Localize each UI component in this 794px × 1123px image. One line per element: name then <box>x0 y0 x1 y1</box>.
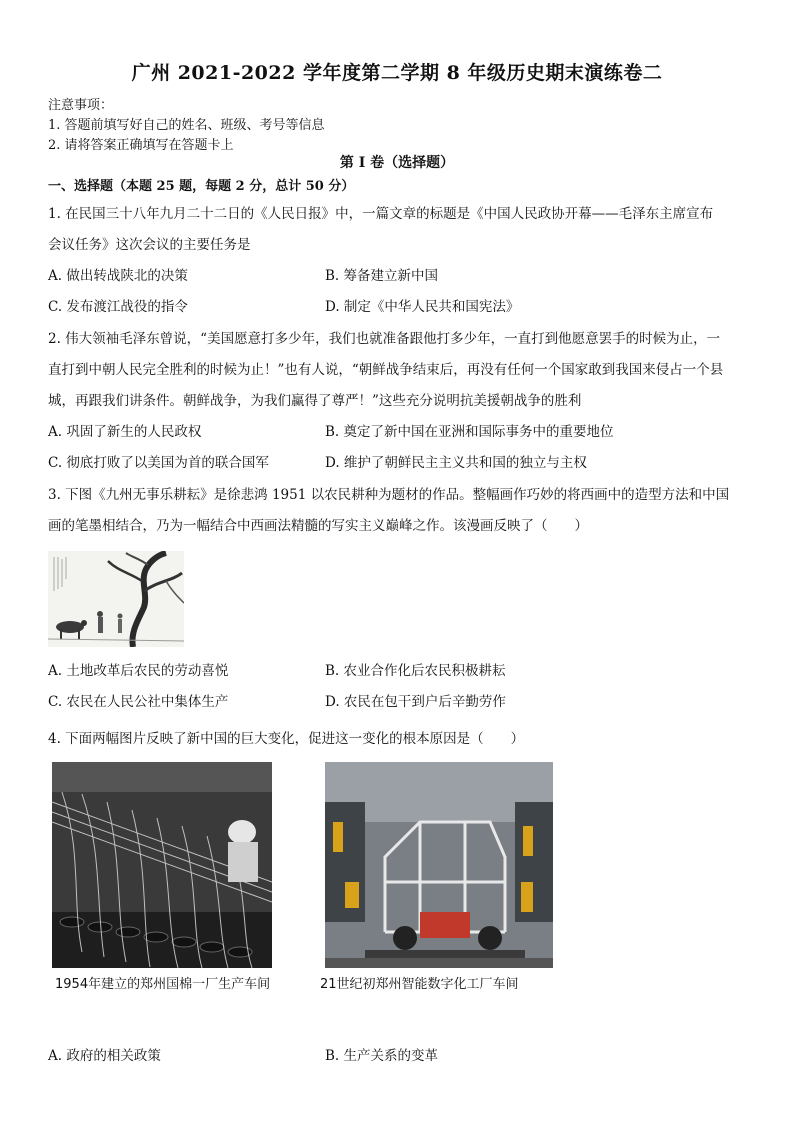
question-2-option-a[interactable]: A. 巩固了新生的人民政权 <box>48 424 202 440</box>
smart-factory-photo <box>325 762 553 968</box>
textile-mill-photo <box>52 762 272 968</box>
question-2-line: 城，再跟我们讲条件。朝鲜战争，为我们赢得了尊严！”这些充分说明抗美援朝战争的胜利 <box>48 393 582 409</box>
painting-image <box>48 551 184 647</box>
question-3-line: 3. 下图《九州无事乐耕耘》是徐悲鸿 1951 以农民耕种为题材的作品。整幅画作巧妙的将西画中的造型方法和中国 <box>48 487 730 503</box>
question-2-option-c[interactable]: C. 彻底打败了以美国为首的联合国军 <box>48 455 269 471</box>
photo-caption-right: 21世纪初郑州智能数字化工厂车间 <box>320 977 519 992</box>
question-4-line: 4. 下面两幅图片反映了新中国的巨大变化，促进这一变化的根本原因是（ ） <box>48 731 525 747</box>
question-1-option-c[interactable]: C. 发布渡江战役的指令 <box>48 299 188 315</box>
question-3-line: 画的笔墨相结合，乃为一幅结合中西画法精髓的写实主义巅峰之作。该漫画反映了（ ） <box>48 518 588 534</box>
question-3-option-a[interactable]: A. 土地改革后农民的劳动喜悦 <box>48 663 229 679</box>
notice-item: 1. 答题前填写好自己的姓名、班级、考号等信息 <box>48 118 325 133</box>
question-1-option-a[interactable]: A. 做出转战陕北的决策 <box>48 268 188 284</box>
photo-caption-left: 1954年建立的郑州国棉一厂生产车间 <box>55 977 271 992</box>
question-3-option-c[interactable]: C. 农民在人民公社中集体生产 <box>48 694 229 710</box>
question-1-line: 会议任务》这次会议的主要任务是 <box>48 237 251 253</box>
ink-painting-illustration <box>48 551 184 647</box>
question-3-option-d[interactable]: D. 农民在包干到户后辛勤劳作 <box>325 694 506 710</box>
question-2-option-d[interactable]: D. 维护了朝鲜民主主义共和国的独立与主权 <box>325 455 587 471</box>
notice-item: 2. 请将答案正确填写在答题卡上 <box>48 138 234 153</box>
question-1-option-b[interactable]: B. 筹备建立新中国 <box>325 268 439 284</box>
textile-mill-illustration <box>52 762 272 968</box>
question-1-line: 1. 在民国三十八年九月二十二日的《人民日报》中，一篇文章的标题是《中国人民政协开幕——毛泽东主席宣布 <box>48 206 714 222</box>
question-4-option-b[interactable]: B. 生产关系的变革 <box>325 1048 439 1064</box>
question-1-option-d[interactable]: D. 制定《中华人民共和国宪法》 <box>325 299 520 315</box>
smart-factory-illustration <box>325 762 553 968</box>
question-3-option-b[interactable]: B. 农业合作化后农民积极耕耘 <box>325 663 506 679</box>
notice-heading: 注意事项： <box>48 98 114 113</box>
question-2-option-b[interactable]: B. 奠定了新中国在亚洲和国际事务中的重要地位 <box>325 424 614 440</box>
page-title: 广州 2021-2022 学年度第二学期 8 年级历史期末演练卷二 <box>131 62 663 84</box>
question-4-option-a[interactable]: A. 政府的相关政策 <box>48 1048 161 1064</box>
question-2-line: 2. 伟大领袖毛泽东曾说，“美国愿意打多少年，我们也就准备跟他打多少年，一直打到他愿意罢手的时候为止，一 <box>48 331 721 347</box>
part-heading: 一、选择题（本题 25 题，每题 2 分，总计 50 分） <box>48 179 355 194</box>
question-2-line: 直打到中朝人民完全胜利的时候为止！”也有人说，“朝鲜战争结束后，再没有任何一个国家敢到我国来侵占一个县 <box>48 362 724 378</box>
section-title: 第 I 卷（选择题） <box>339 155 455 171</box>
